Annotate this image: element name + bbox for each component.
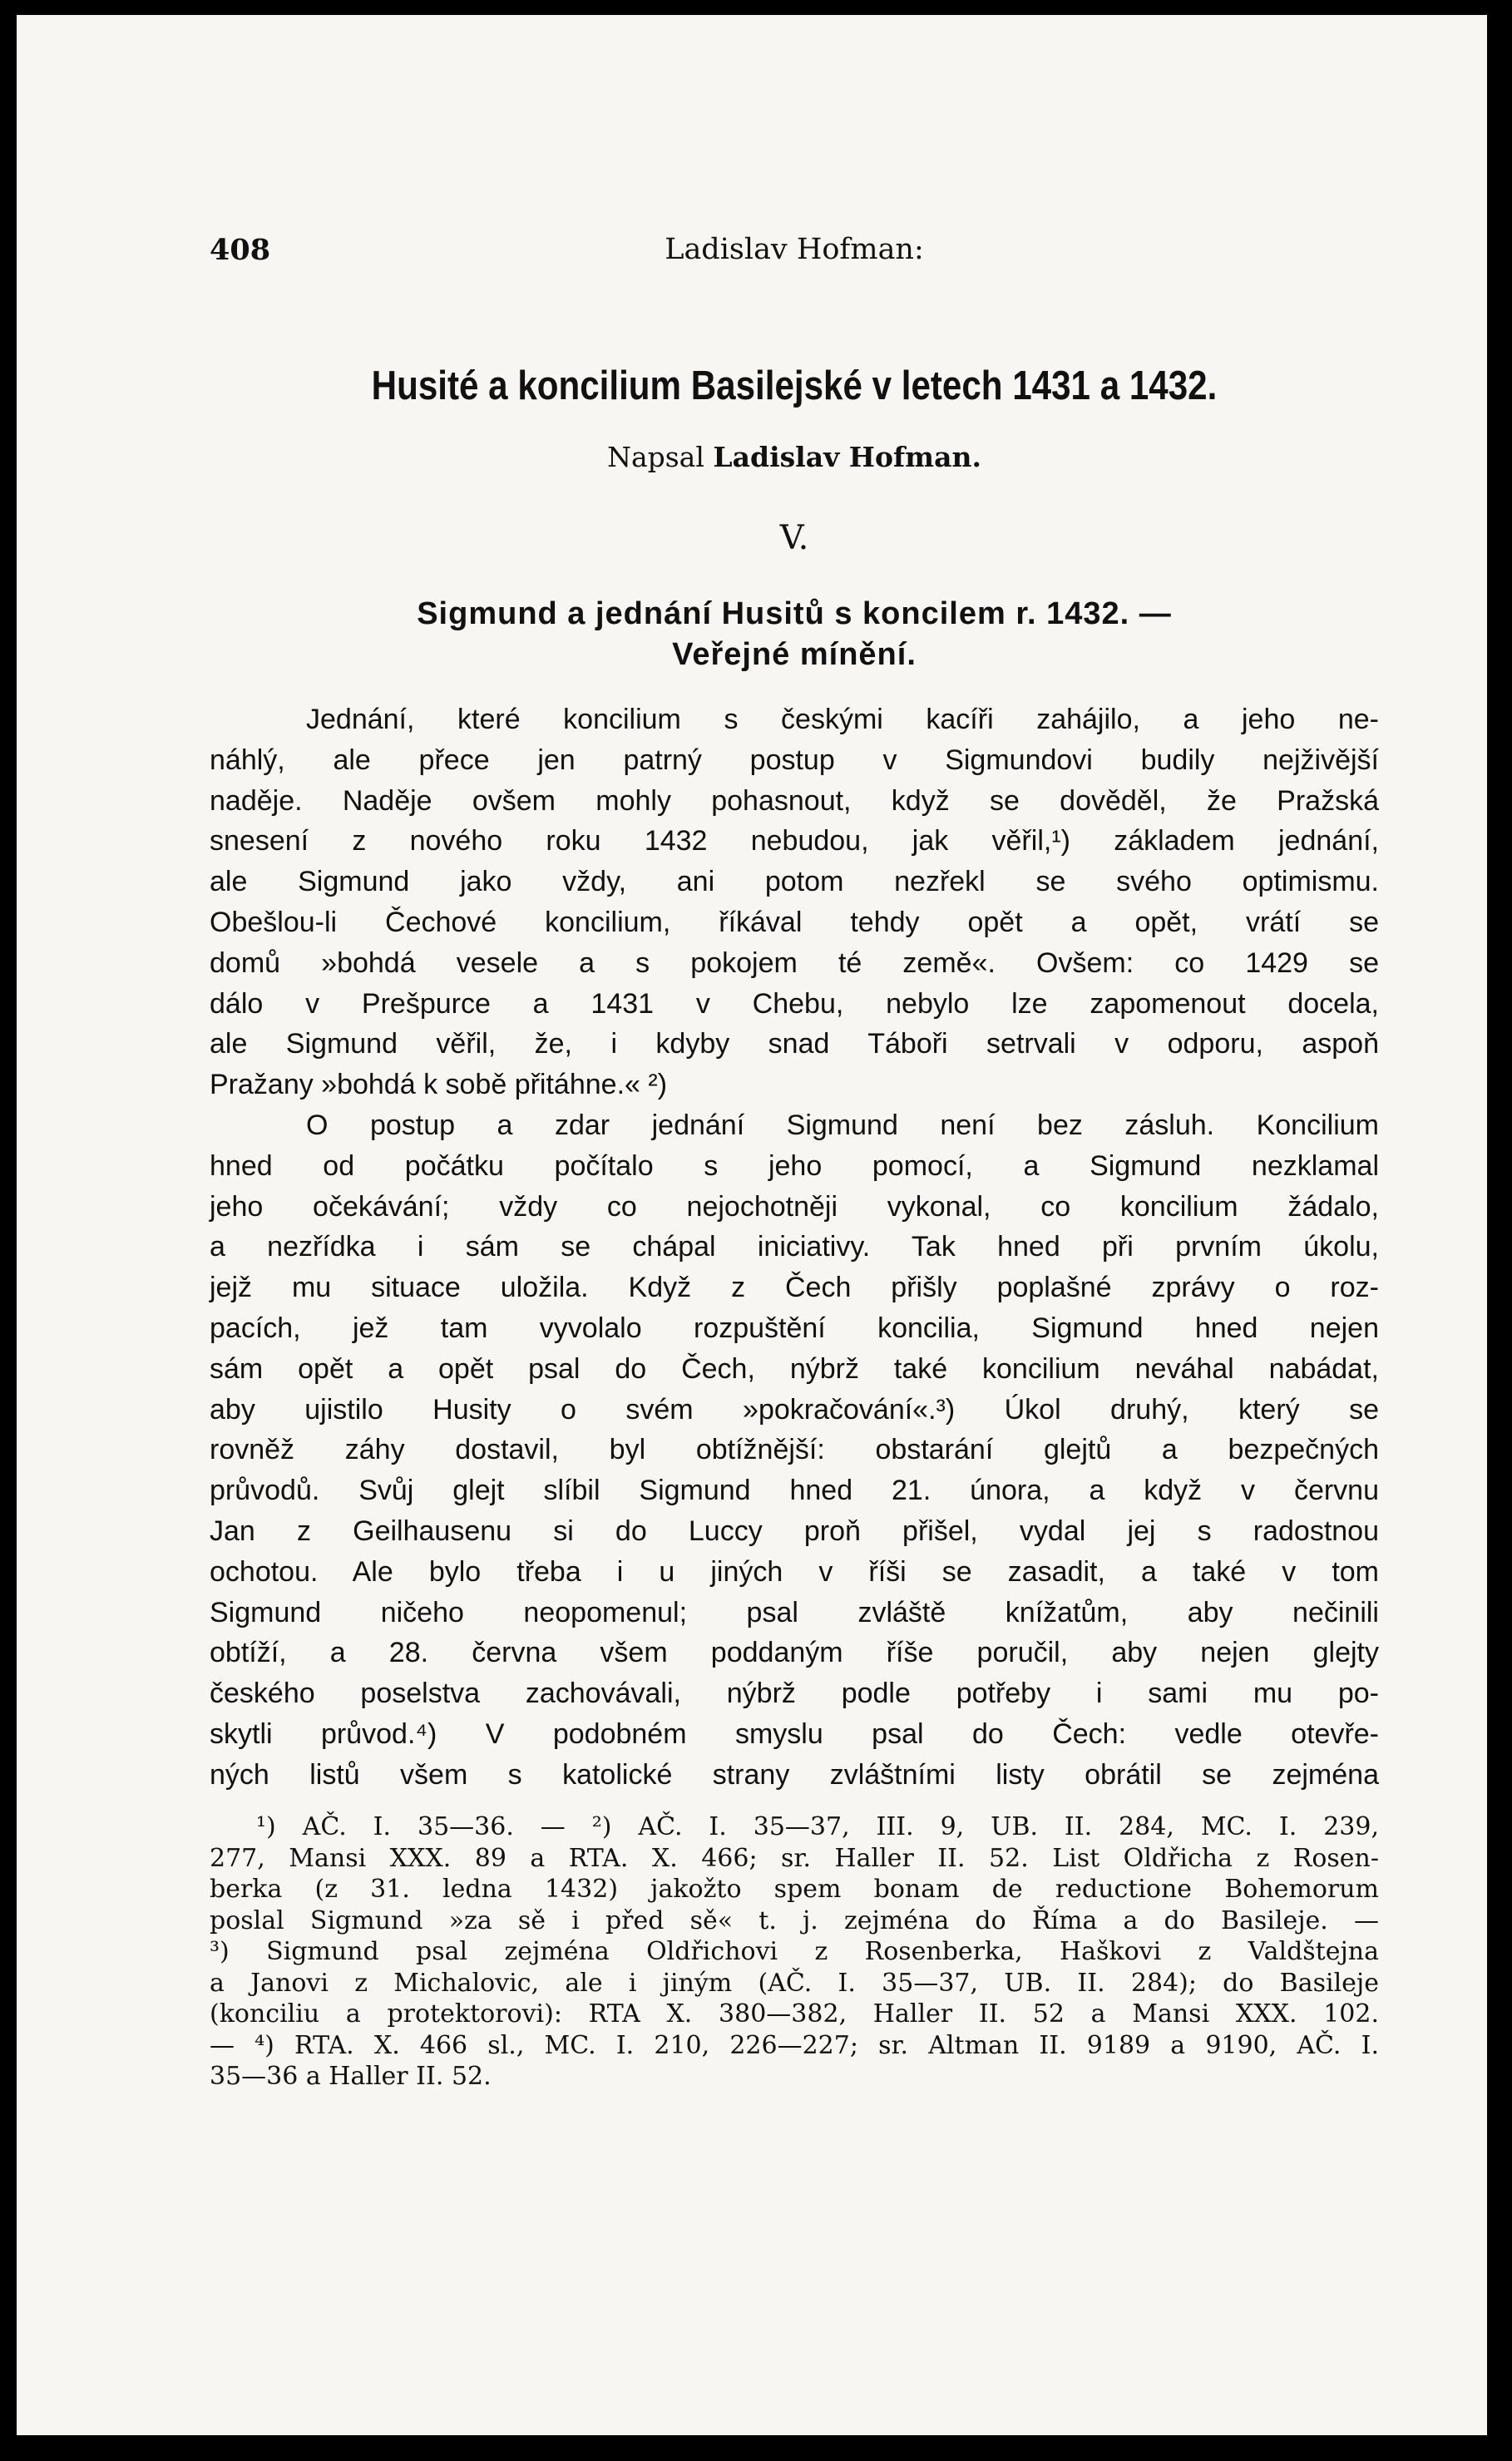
body-line: pacích, jež tam vyvolalo rozpuštění koncilia, Sigmund hned nejen bbox=[210, 1312, 1379, 1344]
body-line: jeho očekávání; vždy co nejochotněji vykonal, co koncilium žádalo, bbox=[210, 1190, 1379, 1223]
body-line: ale Sigmund věřil, že, i kdyby snad Táboři setrvali v odporu, aspoň bbox=[210, 1028, 1379, 1060]
footnote-line: ³) Sigmund psal zejména Oldřichovi z Rosenberka, Haškovi z Valdštejna bbox=[210, 1937, 1379, 1966]
footnote-line: berka (z 31. ledna 1432) jakožto spem bonam de reductione Bohemorum bbox=[210, 1875, 1379, 1904]
body-line: obtíží, a 28. června všem poddaným říše poručil, aby nejen glejty bbox=[210, 1637, 1379, 1669]
body-line: ochotou. Ale bylo třeba i u jiných v říši se zasadit, a také v tom bbox=[210, 1555, 1379, 1588]
section-heading-line: Sigmund a jednání Husitů s koncilem r. 1432. — bbox=[417, 596, 1172, 631]
book-page bbox=[17, 15, 1487, 2435]
footnote-line: (konciliu a protektorovi): RTA X. 380—382, Haller II. 52 a Mansi XXX. 102. bbox=[210, 1999, 1379, 2029]
body-line: sám opět a opět psal do Čech, nýbrž také koncilium neváhal nabádat, bbox=[210, 1352, 1379, 1385]
body-line: snesení z nového roku 1432 nebudou, jak věřil,¹) základem jednání, bbox=[210, 825, 1379, 857]
body-line: dálo v Prešpurce a 1431 v Chebu, nebylo lze zapomenout docela, bbox=[210, 987, 1379, 1020]
footnote-line: 277, Mansi XXX. 89 a RTA. X. 466; sr. Haller II. 52. List Oldřicha z Rosen- bbox=[210, 1843, 1379, 1873]
footnote-line: ¹) AČ. I. 35—36. — ²) AČ. I. 35—37, III. 9, UB. II. 284, MC. I. 239, bbox=[256, 1812, 1379, 1841]
body-line: ných listů všem s katolické strany zvláštními listy obrátil se zejména bbox=[210, 1758, 1379, 1791]
body-line: naděje. Naděje ovšem mohly pohasnout, když se dověděl, že Pražská bbox=[210, 784, 1379, 817]
body-text bbox=[210, 699, 1379, 1796]
byline-prefix: Napsal bbox=[607, 441, 704, 473]
body-line: Pražany »bohdá k sobě přitáhne.« ²) bbox=[210, 1069, 668, 1101]
footnote-line: 35—36 a Haller II. 52. bbox=[210, 2062, 492, 2091]
body-line: českého poselstva zachovávali, nýbrž podle potřeby i sami mu po- bbox=[210, 1678, 1379, 1710]
page-number: 408 bbox=[210, 233, 271, 267]
footnote-line: poslal Sigmund »za sě i před sě« t. j. zejména do Říma a do Basileje. — bbox=[210, 1905, 1379, 1935]
section-heading-line: Veřejné mínění. bbox=[672, 637, 917, 672]
body-line: jejž mu situace uložila. Když z Čech přišly poplašné zprávy o roz- bbox=[210, 1272, 1379, 1304]
footnote-line: — ⁴) RTA. X. 466 sl., MC. I. 210, 226—227; sr. Altman II. 9189 a 9190, AČ. I. bbox=[210, 2030, 1379, 2060]
footnotes bbox=[210, 1811, 1379, 2093]
section-heading bbox=[210, 594, 1379, 675]
body-line: hned od počátku počítalo s jeho pomocí, a Sigmund nezklamal bbox=[210, 1149, 1379, 1182]
footnote-line: a Janovi z Michalovic, ale i jiným (AČ. I. 35—37, UB. II. 284); do Basileje bbox=[210, 1968, 1379, 1998]
byline bbox=[210, 441, 1379, 473]
body-line: ale Sigmund jako vždy, ani potom nezřekl se svého optimismu. bbox=[210, 866, 1379, 898]
body-line: domů »bohdá vesele a s pokojem té země«. Ovšem: co 1429 se bbox=[210, 946, 1379, 979]
body-line: Sigmund ničeho neopomenul; psal zvláště knížatům, aby nečinili bbox=[210, 1596, 1379, 1628]
running-head: Ladislav Hofman: bbox=[665, 233, 924, 266]
body-line: aby ujistilo Husity o svém »pokračování«.³) Úkol druhý, který se bbox=[210, 1393, 1379, 1426]
body-line: a nezřídka i sám se chápal iniciativy. Tak hned při prvním úkolu, bbox=[210, 1231, 1379, 1263]
section-number: V. bbox=[779, 519, 809, 557]
body-line: rovněž záhy dostavil, byl obtížnější: obstarání glejtů a bezpečných bbox=[210, 1434, 1379, 1466]
body-line: náhlý, ale přece jen patrný postup v Sigmundovi budily nejživější bbox=[210, 744, 1379, 776]
body-line: Jan z Geilhausenu si do Luccy proň přišel, vydal jej s radostnou bbox=[210, 1515, 1379, 1547]
body-line: průvodů. Svůj glejt slíbil Sigmund hned 21. února, a když v červnu bbox=[210, 1475, 1379, 1507]
article-title: Husité a koncilium Basilejské v letech 1431 a 1432. bbox=[371, 363, 1218, 408]
byline-author: Ladislav Hofman. bbox=[713, 441, 981, 473]
body-line: Jednání, které koncilium s českými kacíři zahájilo, a jeho ne- bbox=[306, 704, 1379, 735]
body-line: O postup a zdar jednání Sigmund není bez zásluh. Koncilium bbox=[306, 1109, 1379, 1141]
page-header bbox=[210, 233, 1379, 274]
body-line: Obešlou-li Čechové koncilium, říkával tehdy opět a opět, vrátí se bbox=[210, 906, 1379, 938]
body-line: skytli průvod.⁴) V podobném smyslu psal do Čech: vedle otevře- bbox=[210, 1717, 1379, 1750]
